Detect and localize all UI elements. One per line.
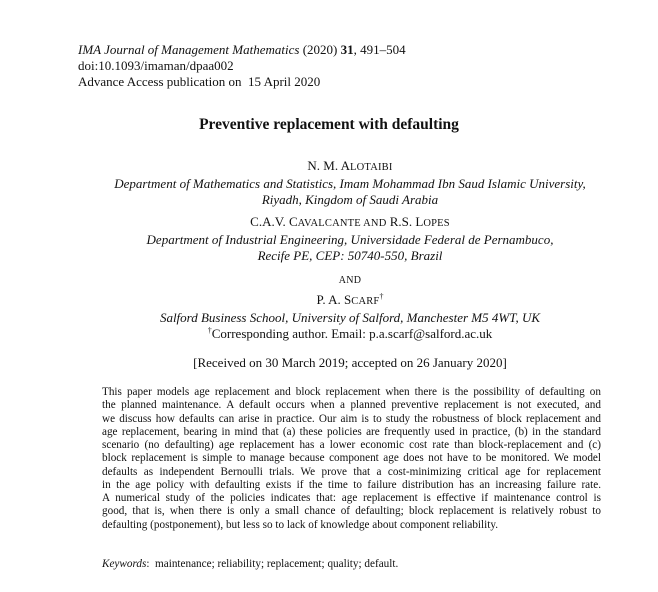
abstract-line: scenario (no defaulting) age replacement has a lower economic cost rate than block-replacement and (c)	[102, 439, 601, 451]
doi: doi:10.1093/imaman/dpaa002	[78, 58, 234, 73]
abstract-line: the planned maintenance. A default occurs when a planned preventive replacement is not executed, and	[102, 399, 601, 412]
dagger-mark: †	[379, 292, 384, 301]
corresponding-author	[0, 326, 658, 342]
abstract-line: defaulting (postponement), but less so to lack of knowledge about component reliability.	[102, 518, 499, 531]
abstract-line: block replacement is simple to manage because component age does not have to be monitored. We model	[102, 452, 601, 465]
keywords-label: Keywords	[102, 558, 147, 570]
author-4-affiliation: Salford Business School, University of Salford, Manchester M5 4WT, UK	[159, 310, 541, 325]
journal-name: IMA Journal of Management Mathematics	[78, 42, 300, 57]
keywords-text: maintenance; reliability; replacement; quality; default.	[149, 558, 399, 570]
journal-header	[78, 42, 406, 90]
keywords	[102, 558, 398, 570]
citation-line	[78, 42, 406, 58]
author-1-affiliation-line-1: Department of Mathematics and Statistics, Imam Mohammad Ibn Saud Islamic University,	[114, 176, 586, 191]
journal-year: (2020)	[302, 42, 338, 57]
abstract-line: age replacement, bearing in mind that (a) these policies are frequently used in practice, (b) in the standard	[102, 425, 601, 438]
author-1	[0, 158, 658, 176]
paper-title: Preventive replacement with defaulting	[199, 116, 459, 133]
author-2-affiliation-line-1: Department of Industrial Engineering, Universidade Federal de Pernambuco,	[146, 232, 554, 247]
abstract-line: good, that is, when there is only a small chance of defaulting; block replacement is relatively robust to	[102, 505, 601, 518]
author-4-surname: CARF	[351, 296, 380, 307]
author-3-surname: OPES	[423, 218, 450, 229]
abstract-line: defaults as independent Bernoulli trials. We prove that a cost-minimizing critical age for replacement	[102, 465, 601, 478]
abstract-line: in the age policy with defaulting exists if the time to failure distribution has an increasing failure rate.	[102, 478, 601, 491]
author-2-affiliation-line-2: Recife PE, CEP: 50740-550, Brazil	[257, 248, 443, 263]
author-4-initials: P. A. S	[316, 292, 352, 307]
abstract	[102, 386, 601, 532]
keywords-colon: :	[146, 558, 150, 570]
author-2-3	[0, 214, 658, 232]
author-1-initials: N. M. A	[307, 158, 351, 173]
corresponding-email: Corresponding author. Email: p.a.scarf@salford.ac.uk	[211, 326, 493, 341]
author-1-surname: LOTAIBI	[350, 162, 393, 173]
author-2-surname: AVALCANTE AND	[297, 218, 387, 229]
journal-volume: 31	[340, 42, 354, 57]
and-separator: AND	[338, 275, 362, 286]
abstract-line: A numerical study of the policies indicates that: age replacement is effective if maintenance control is	[102, 492, 601, 504]
journal-pages: , 491–504	[353, 42, 406, 57]
dagger-mark-footnote: †	[207, 326, 212, 335]
received-dates: [Received on 30 March 2019; accepted on 26 January 2020]	[193, 355, 507, 370]
author-1-affiliation-line-2: Riyadh, Kingdom of Saudi Arabia	[261, 192, 439, 207]
advance-access: Advance Access publication on 15 April 2020	[78, 74, 321, 89]
abstract-line: This paper models age replacement and block replacement when there is the possibility of defaulting on	[102, 386, 601, 398]
author-4	[0, 292, 658, 310]
abstract-line: we discuss how defaults can arise in practice. Our aim is to study the robustness of block replacement and	[102, 412, 601, 425]
author-2-initials: C.A.V. C	[250, 214, 298, 229]
author-3-initials: R.S. L	[386, 214, 424, 229]
